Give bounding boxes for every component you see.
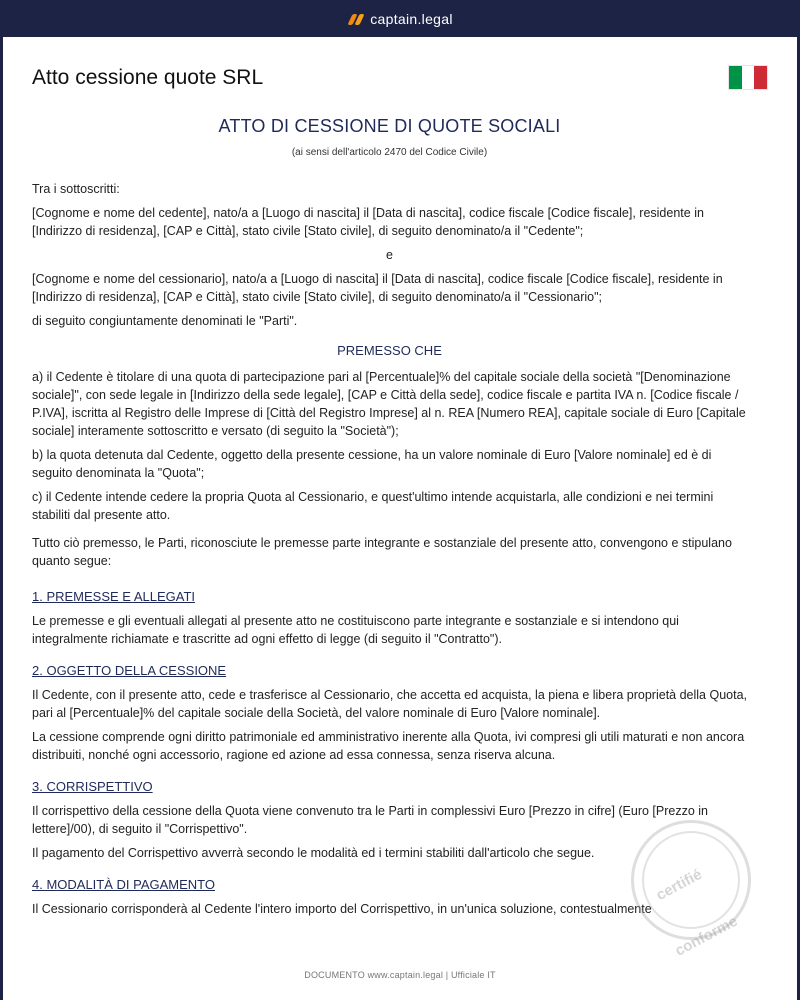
- premesso-heading: PREMESSO CHE: [337, 343, 442, 358]
- premise-a: a) il Cedente è titolare di una quota di partecipazione pari al [Percentuale]% del capitale sociale della società "[Denominazione sociale]", con sede legale in [Indirizzo della sede legale], [CAP e Città della sede], codice fiscale e partita IVA n. [Codice fiscale / P.IVA], iscritta al Registro delle Imprese di [Città del Registro Imprese] al n. REA [Numero REA], capitale sociale di Euro [Capitale sociale] interamente sottoscritto e versato (di seguito la "Società");: [32, 370, 746, 438]
- document-body: [32, 111, 747, 949]
- party-cessionario: [Cognome e nome del cessionario], nato/a a [Luogo di nascita] il [Data di nascita], codice fiscale [Codice fiscale], residente in [Indirizzo di residenza], [CAP e Città], stato civile [Stato civile], di seguito denominato/a il "Cessionario";: [32, 272, 723, 304]
- italy-flag-icon: [728, 65, 768, 90]
- footer: DOCUMENTO www.captain.legal | Ufficiale IT: [304, 970, 496, 980]
- flag-stripe-green: [729, 66, 742, 89]
- stamp-text: certifié conforme: [653, 865, 741, 960]
- brand-name: captain.legal: [370, 10, 453, 27]
- section-paragraph: Il Cessionario corrisponderà al Cedente l'intero importo del Corrispettivo, in un'unica soluzione, contestualmente: [32, 902, 652, 916]
- document-title: ATTO DI CESSIONE DI QUOTE SOCIALI: [218, 116, 561, 136]
- brand[interactable]: [347, 11, 453, 27]
- section-heading: 4. MODALITÀ DI PAGAMENTO: [32, 877, 215, 892]
- section-heading: 3. CORRISPETTIVO: [32, 779, 153, 794]
- premise-c: c) il Cedente intende cedere la propria Quota al Cessionario, e quest'ultimo intende acquistarla, alle condizioni e nei termini stabiliti dal presente atto.: [32, 490, 714, 522]
- section-heading: 1. PREMESSE E ALLEGATI: [32, 589, 196, 604]
- lead-paragraph: Tutto ciò premesso, le Parti, riconosciute le premesse parte integrante e sostanziale del presente atto, convengono e stipulano quanto segue:: [32, 536, 732, 568]
- captain-legal-logo-icon: [347, 13, 363, 25]
- section-heading: 2. OGGETTO DELLA CESSIONE: [32, 663, 227, 678]
- section-paragraph: La cessione comprende ogni diritto patrimoniale ed amministrativo inerente alla Quota, ivi compresi gli utili maturati e non ancora distribuiti, nonché ogni accessorio, ragione ed azione ad essa connessa, senza riserva alcuna.: [32, 730, 745, 762]
- premise-b: b) la quota detenuta dal Cedente, oggetto della presente cessione, ha un valore nominale di Euro [Valore nominale] ed è di seguito denominata la "Quota";: [32, 448, 712, 480]
- section-paragraph: Il Cedente, con il presente atto, cede e trasferisce al Cessionario, che accetta ed acquista, la piena e libera proprietà della Quota, pari al [Percentuale]% del capitale sociale della Società, del valore nominale di Euro [Valore nominale].: [32, 688, 747, 720]
- section-paragraph: Il pagamento del Corrispettivo avverrà secondo le modalità ed i termini stabiliti dall'articolo che segue.: [32, 846, 595, 860]
- top-bar: [0, 0, 800, 37]
- section-paragraph: Le premesse e gli eventuali allegati al presente atto ne costituiscono parte integrante e sostanziale e si intendono qui integralmente richiamate e trascritte ad ogni effetto di legge (di seguito il "Contratto").: [32, 614, 679, 646]
- page-title: Atto cessione quote SRL: [32, 66, 264, 89]
- document-subtitle: (ai sensi dell'articolo 2470 del Codice Civile): [291, 147, 488, 158]
- flag-stripe-red: [754, 66, 767, 89]
- party-cedente: [Cognome e nome del cedente], nato/a a [Luogo di nascita] il [Data di nascita], codice fiscale [Codice fiscale], residente in [Indirizzo di residenza], [CAP e Città], stato civile [Stato civile], di seguito denominato/a il "Cedente";: [32, 206, 704, 238]
- section-paragraph: Il corrispettivo della cessione della Quota viene convenuto tra le Parti in complessivi Euro [Prezzo in cifre] (Euro [Prezzo in lettere]/00), di seguito il "Corrispettivo".: [32, 804, 709, 836]
- parties-definition: di seguito congiuntamente denominati le "Parti".: [32, 314, 298, 328]
- and-separator: e: [386, 248, 393, 262]
- document-page: [3, 37, 797, 1000]
- intro-text: Tra i sottoscritti:: [32, 182, 120, 196]
- flag-stripe-white: [742, 66, 755, 89]
